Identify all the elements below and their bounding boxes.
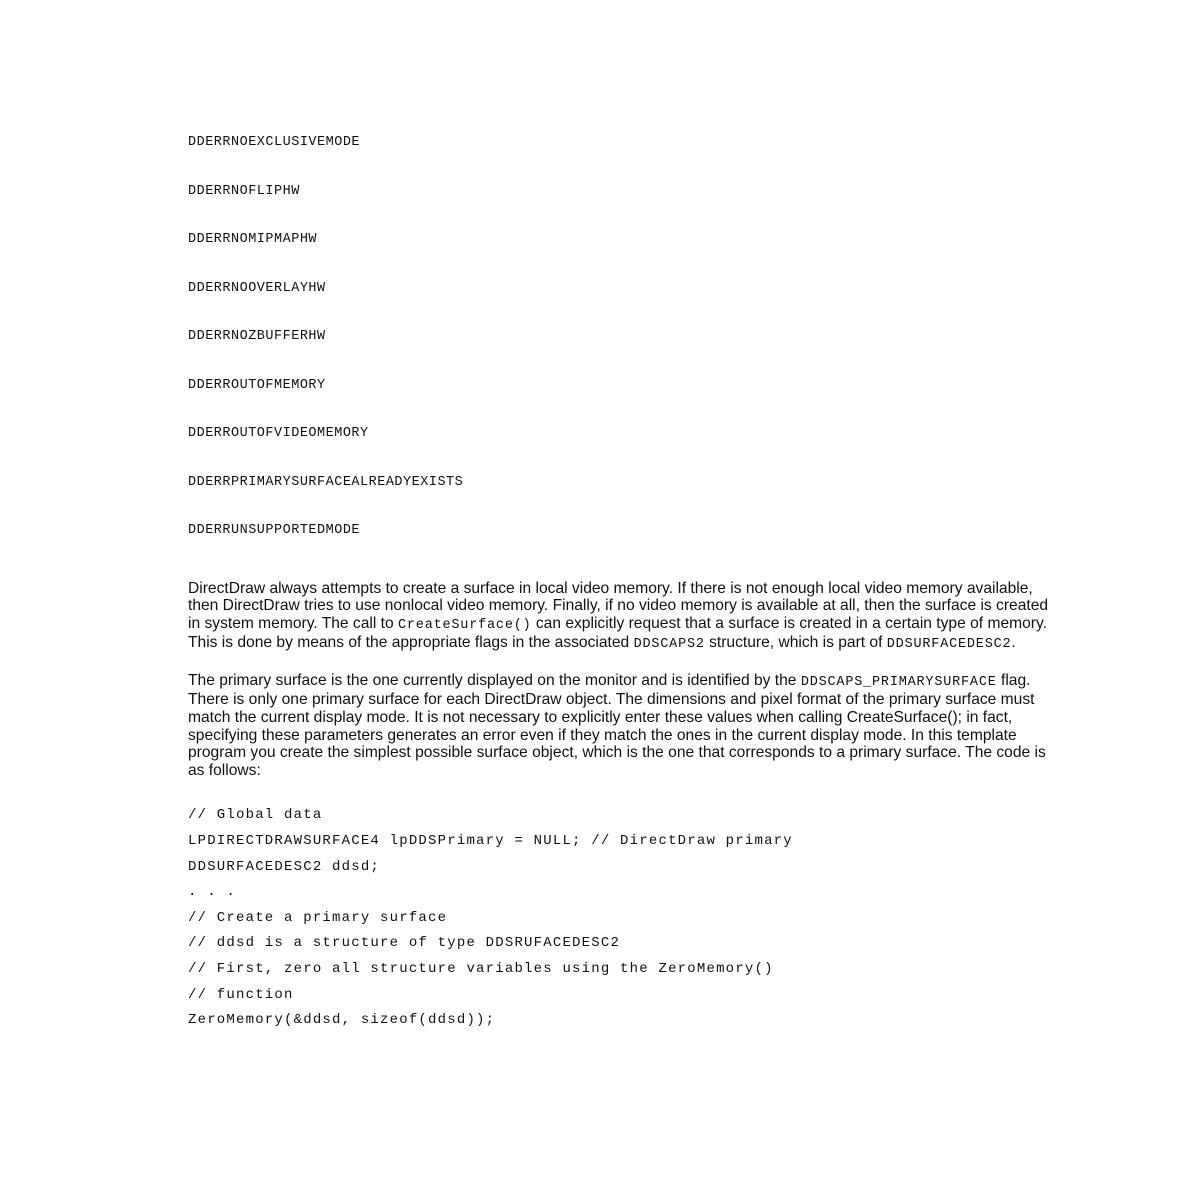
error-code: DDERRUNSUPPORTEDMODE <box>188 523 361 538</box>
error-code: DDERRNOOVERLAYHW <box>188 280 326 296</box>
error-code: DDERROUTOFVIDEOMEMORY <box>188 426 369 441</box>
code-listing <box>188 803 1058 1033</box>
paragraph-text: flag. There is only one primary surface for each DirectDraw object. The dimensions and pixel format of the primary surface must match the current display mode. It is not necessary to explicitly enter these values when calling CreateSurface(); in fact, specifying these parameters generates an error even if they match the ones in the current display mode. In this template program you create the simplest possible surface object, which is the one that corresponds to a primary surface. The code is as follows: <box>188 671 1046 779</box>
code-line: // Create a primary surface <box>188 909 448 926</box>
code-line: LPDIRECTDRAWSURFACE4 lpDDSPrimary = NULL; // DirectDraw primary <box>188 833 793 850</box>
error-code: DDERROUTOFMEMORY <box>188 377 326 393</box>
code-line: ZeroMemory(&ddsd, sizeof(ddsd)); <box>188 1012 496 1029</box>
error-code: DDERRPRIMARYSURFACEALREADYEXISTS <box>188 474 464 490</box>
paragraph-text: structure, which is part of <box>704 634 887 652</box>
code-line: DDSURFACEDESC2 ddsd; <box>188 858 381 875</box>
code-line: // Global data <box>188 807 323 824</box>
memory-paragraph <box>188 580 1058 654</box>
error-code: DDERRNOEXCLUSIVEMODE <box>188 135 361 150</box>
error-code: DDERRNOMIPMAPHW <box>188 232 318 247</box>
code-line: // First, zero all structure variables using the ZeroMemory() <box>188 961 774 977</box>
primary-surface-paragraph <box>188 672 1058 780</box>
paragraph-text: can explicitly request that a surface is created in a certain type of memory. This is done by means of the appropriate flags in the associated <box>188 614 1047 652</box>
paragraph-text: DirectDraw always attempts to create a surface in local video memory. If there is not enough local video memory available, then DirectDraw tries to use nonlocal video memory. Finally, if no video memory is available at all, then the surface is created in system memory. The call to <box>188 579 1049 632</box>
inline-code: CreateSurface() <box>398 617 532 633</box>
code-line: // ddsd is a structure of type DDSRUFACEDESC2 <box>188 935 621 952</box>
inline-code: DDSCAPS_PRIMARYSURFACE <box>800 674 997 690</box>
code-line: . . . <box>188 884 237 901</box>
paragraph-text: The primary surface is the one currently displayed on the monitor and is identified by the <box>188 671 801 689</box>
paragraph-text: . <box>1011 634 1016 652</box>
inline-code: DDSCAPS2 <box>633 637 705 653</box>
error-code-list <box>188 128 1058 565</box>
error-code: DDERRNOFLIPHW <box>188 183 300 199</box>
inline-code: DDSURFACEDESC2 <box>886 637 1012 653</box>
document-page <box>188 128 1058 1034</box>
code-line: // function <box>188 986 294 1003</box>
error-code: DDERRNOZBUFFERHW <box>188 329 326 344</box>
